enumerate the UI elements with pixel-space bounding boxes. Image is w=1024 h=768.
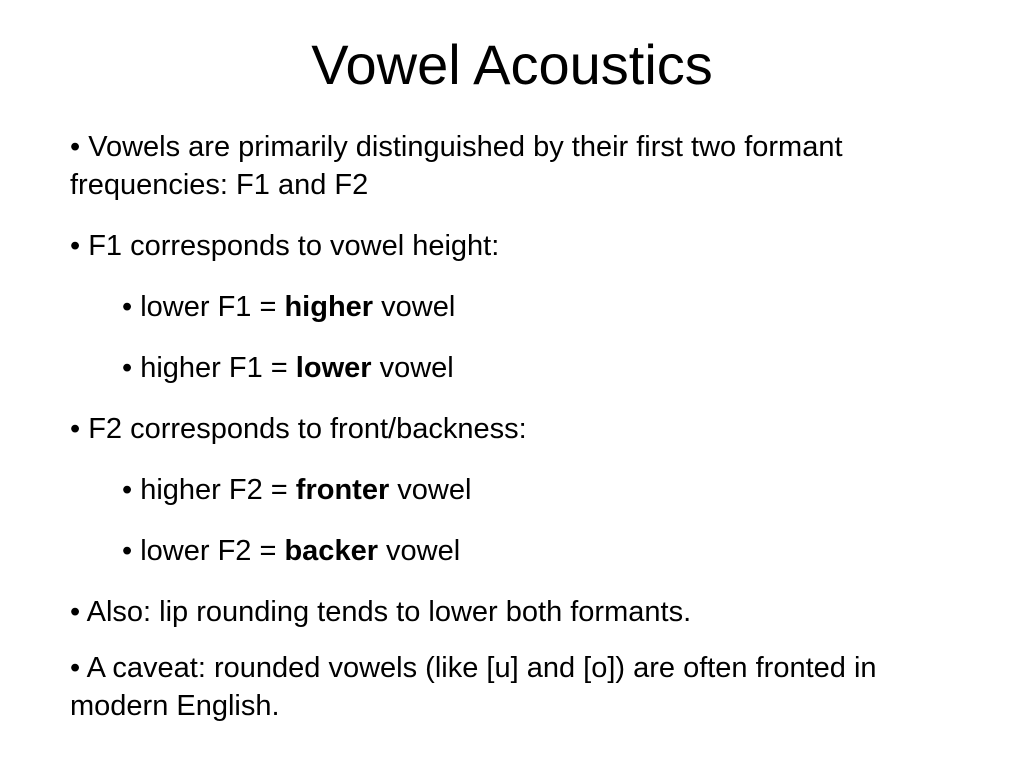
bullet-item xyxy=(70,410,950,448)
bullet-text: A caveat: rounded vowels (like [u] and [o]) are often fronted in modern English. xyxy=(70,652,877,722)
bullet-text-prefix: lower F2 = xyxy=(140,535,285,567)
bullet-list xyxy=(70,128,950,748)
bullet-emphasis: higher xyxy=(284,291,374,323)
bullet-text: Also: lip rounding tends to lower both formants. xyxy=(86,596,692,628)
bullet-marker: • xyxy=(70,596,81,628)
sub-bullet-item xyxy=(70,471,950,509)
bullet-text-suffix: vowel xyxy=(373,291,456,323)
sub-bullet-item xyxy=(70,532,950,570)
bullet-text-suffix: vowel xyxy=(389,474,472,506)
bullet-marker: • xyxy=(122,352,133,384)
bullet-marker: • xyxy=(70,652,81,684)
bullet-item xyxy=(70,649,950,725)
bullet-text: F2 corresponds to front/backness: xyxy=(88,413,527,445)
sub-bullet-item xyxy=(70,349,950,387)
bullet-marker: • xyxy=(70,413,81,445)
bullet-text-suffix: vowel xyxy=(371,352,454,384)
bullet-item xyxy=(70,593,950,631)
bullet-text: F1 corresponds to vowel height: xyxy=(88,230,500,262)
bullet-text-prefix: higher F1 = xyxy=(140,352,296,384)
bullet-emphasis: fronter xyxy=(295,474,390,506)
bullet-text-suffix: vowel xyxy=(377,535,461,567)
bullet-marker: • xyxy=(70,230,81,262)
bullet-emphasis: lower xyxy=(295,352,372,384)
bullet-item xyxy=(70,128,950,204)
bullet-item xyxy=(70,227,950,265)
sub-bullet-item xyxy=(70,288,950,326)
bullet-emphasis: backer xyxy=(284,535,378,567)
bullet-text: Vowels are primarily distinguished by their first two formant frequencies: F1 and F2 xyxy=(70,131,843,201)
bullet-marker: • xyxy=(122,291,133,323)
bullet-text-prefix: higher F2 = xyxy=(140,474,296,506)
bullet-marker: • xyxy=(122,474,133,506)
bullet-text-prefix: lower F1 = xyxy=(140,291,285,323)
bullet-marker: • xyxy=(70,131,81,163)
slide-title: Vowel Acoustics xyxy=(311,33,713,96)
bullet-marker: • xyxy=(122,535,133,567)
